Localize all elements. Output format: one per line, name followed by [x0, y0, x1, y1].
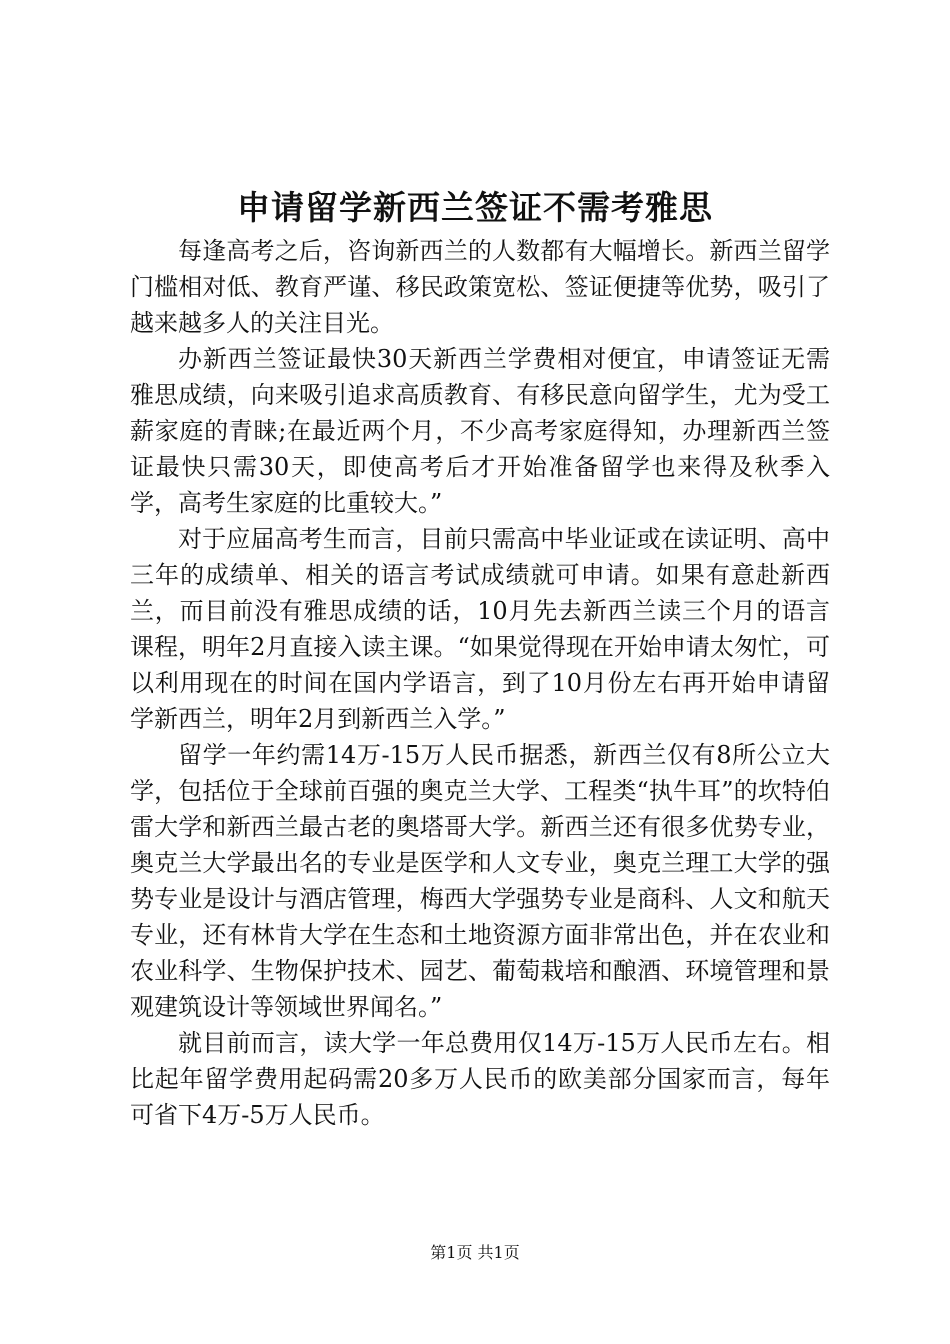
document-body — [130, 233, 830, 1133]
paragraph-3: 对于应届高考生而言，目前只需高中毕业证或在读证明、高中三年的成绩单、相关的语言考试成绩就可申请。如果有意赴新西兰，而目前没有雅思成绩的话，10月先去新西兰读三个月的语言课程，明年2月直接入读主课。“如果觉得现在开始申请太匆忙，可以利用现在的时间在国内学语言，到了10月份左右再开始申请留学新西兰，明年2月到新西兰入学。” — [130, 525, 830, 733]
paragraph-4: 留学一年约需14万-15万人民币据悉，新西兰仅有8所公立大学，包括位于全球前百强的奥克兰大学、工程类“执牛耳”的坎特伯雷大学和新西兰最古老的奥塔哥大学。新西兰还有很多优势专业，奥克兰大学最出名的专业是医学和人文专业，奥克兰理工大学的强势专业是设计与酒店管理，梅西大学强势专业是商科、人文和航天专业，还有林肯大学在生态和土地资源方面非常出色，并在农业和农业科学、生物保护技术、园艺、葡萄栽培和酿酒、环境管理和景观建筑设计等领域世界闻名。” — [130, 741, 830, 1021]
paragraph-1: 每逢高考之后，咨询新西兰的人数都有大幅增长。新西兰留学门槛相对低、教育严谨、移民政策宽松、签证便捷等优势，吸引了越来越多人的关注目光。 — [130, 237, 830, 337]
paragraph-2: 办新西兰签证最快30天新西兰学费相对便宜，申请签证无需雅思成绩，向来吸引追求高质教育、有移民意向留学生，尤为受工薪家庭的青睐;在最近两个月，不少高考家庭得知，办理新西兰签证最快只需30天，即使高考后才开始准备留学也来得及秋季入学，高考生家庭的比重较大。” — [130, 345, 830, 517]
page-number-footer: 第1页 共1页 — [430, 1243, 520, 1262]
paragraph-5: 就目前而言，读大学一年总费用仅14万-15万人民币左右。相比起年留学费用起码需20多万人民币的欧美部分国家而言，每年可省下4万-5万人民币。 — [130, 1029, 830, 1129]
document-title: 申请留学新西兰签证不需考雅思 — [237, 188, 713, 227]
